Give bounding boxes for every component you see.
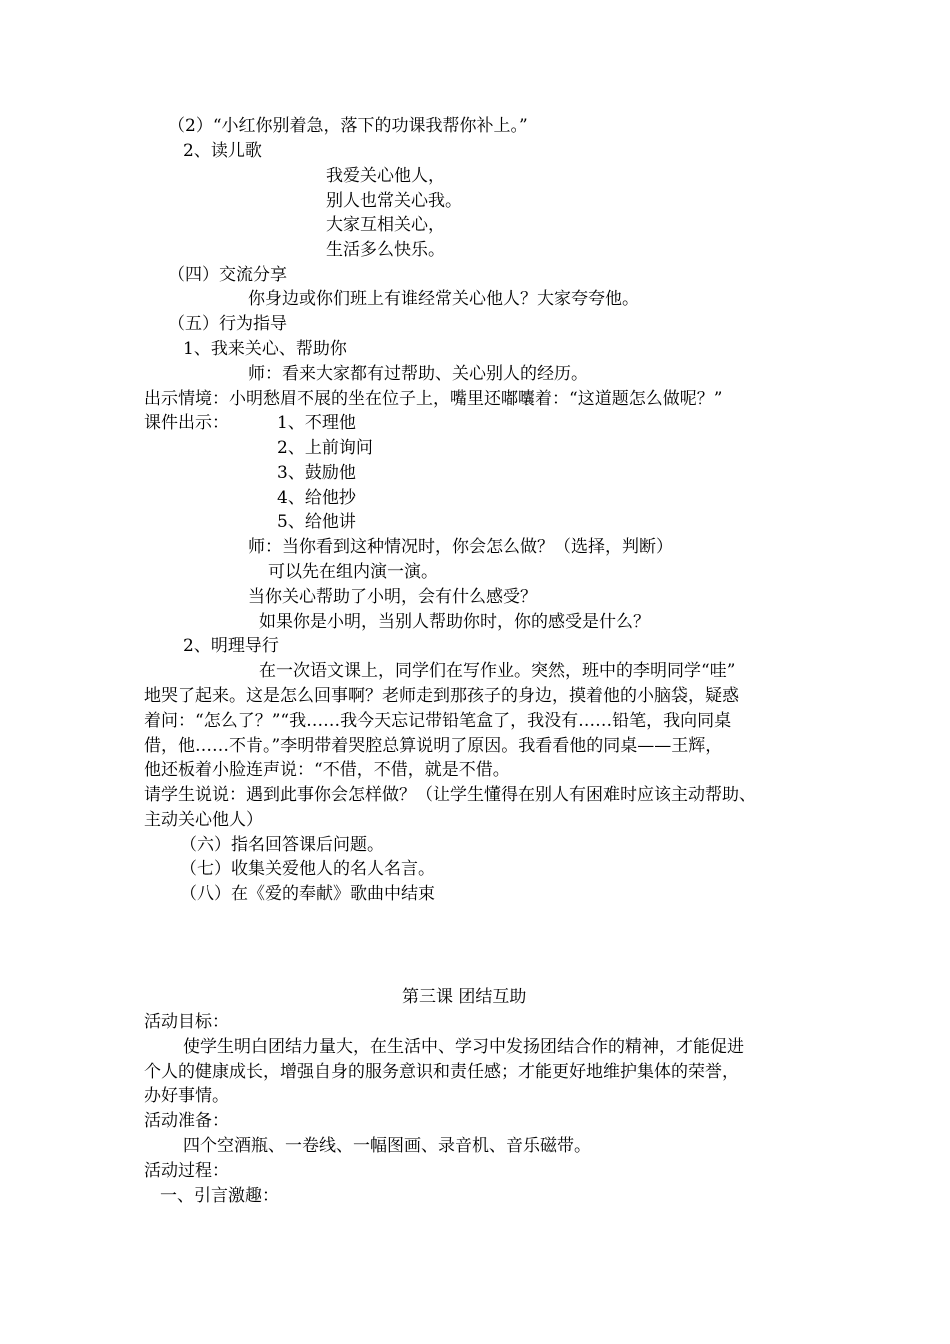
text-line: 2、明理导行 [183, 636, 279, 656]
text-line: 师：当你看到这种情况时，你会怎么做？（选择，判断） [248, 537, 673, 557]
text-line: 可以先在组内演一演。 [268, 562, 438, 582]
text-line: 大家互相关心， [326, 215, 445, 235]
text-line: 2、上前询问 [277, 438, 373, 458]
text-line: （八）在《爱的奉献》歌曲中结束 [180, 884, 435, 904]
text-line: 别人也常关心我。 [326, 191, 462, 211]
section-heading: 活动准备： [144, 1111, 229, 1131]
text-line: 2、读儿歌 [183, 141, 262, 161]
text-line: 生活多么快乐。 [326, 240, 445, 260]
text-line: 他还板着小脸连声说：“不借，不借，就是不借。 [144, 760, 510, 780]
text-line: 师：看来大家都有过帮助、关心别人的经历。 [248, 364, 588, 384]
section-heading: 活动目标： [144, 1012, 229, 1032]
text-line: 如果你是小明，当别人帮助你时，你的感受是什么？ [259, 612, 650, 632]
text-line: （六）指名回答课后问题。 [180, 835, 384, 855]
text-line: 当你关心帮助了小明，会有什么感受？ [248, 587, 537, 607]
text-line: 使学生明白团结力量大，在生活中、学习中发扬团结合作的精神，才能促进 [183, 1037, 744, 1057]
text-line: 请学生说说：遇到此事你会怎样做？（让学生懂得在别人有困难时应该主动帮助、 [144, 785, 756, 805]
text-line: 主动关心他人） [144, 810, 263, 830]
text-line: 在一次语文课上，同学们在写作业。突然，班中的李明同学“哇” [259, 661, 736, 681]
text-line: 5、给他讲 [277, 512, 356, 532]
text-line: （五）行为指导 [168, 314, 287, 334]
text-line: 1、我来关心、帮助你 [183, 339, 347, 359]
text-line: 一、引言激趣： [160, 1186, 279, 1206]
text-line: （七）收集关爱他人的名人名言。 [180, 859, 435, 879]
text-line: 个人的健康成长，增强自身的服务意识和责任感；才能更好地维护集体的荣誉， [144, 1062, 739, 1082]
text-line: 着问：“怎么了？”“我……我今天忘记带铅笔盒了，我没有……铅笔，我向同桌 [144, 711, 732, 731]
text-line: 办好事情。 [144, 1086, 229, 1106]
text-line: 3、鼓励他 [277, 463, 356, 483]
text-line: 你身边或你们班上有谁经常关心他人？大家夸夸他。 [248, 289, 639, 309]
lesson-title: 第三课 团结互助 [402, 987, 527, 1007]
text-line: 我爱关心他人， [326, 166, 445, 186]
text-line: （2）“小红你别着急，落下的功课我帮你补上。” [168, 116, 528, 136]
text-line: 地哭了起来。这是怎么回事啊？老师走到那孩子的身边，摸着他的小脑袋，疑惑 [144, 686, 739, 706]
text-line: 四个空酒瓶、一卷线、一幅图画、录音机、音乐磁带。 [183, 1136, 591, 1156]
text-line: 4、给他抄 [277, 488, 356, 508]
text-line: 1、不理他 [277, 413, 356, 433]
text-line: （四）交流分享 [168, 265, 287, 285]
text-line: 借，他……不肯。”李明带着哭腔总算说明了原因。我看看他的同桌——王辉， [144, 736, 723, 756]
text-line: 课件出示： [144, 413, 229, 433]
section-heading: 活动过程： [144, 1161, 229, 1181]
text-line: 出示情境：小明愁眉不展的坐在位子上，嘴里还嘟囔着：“这道题怎么做呢？” [144, 389, 723, 409]
